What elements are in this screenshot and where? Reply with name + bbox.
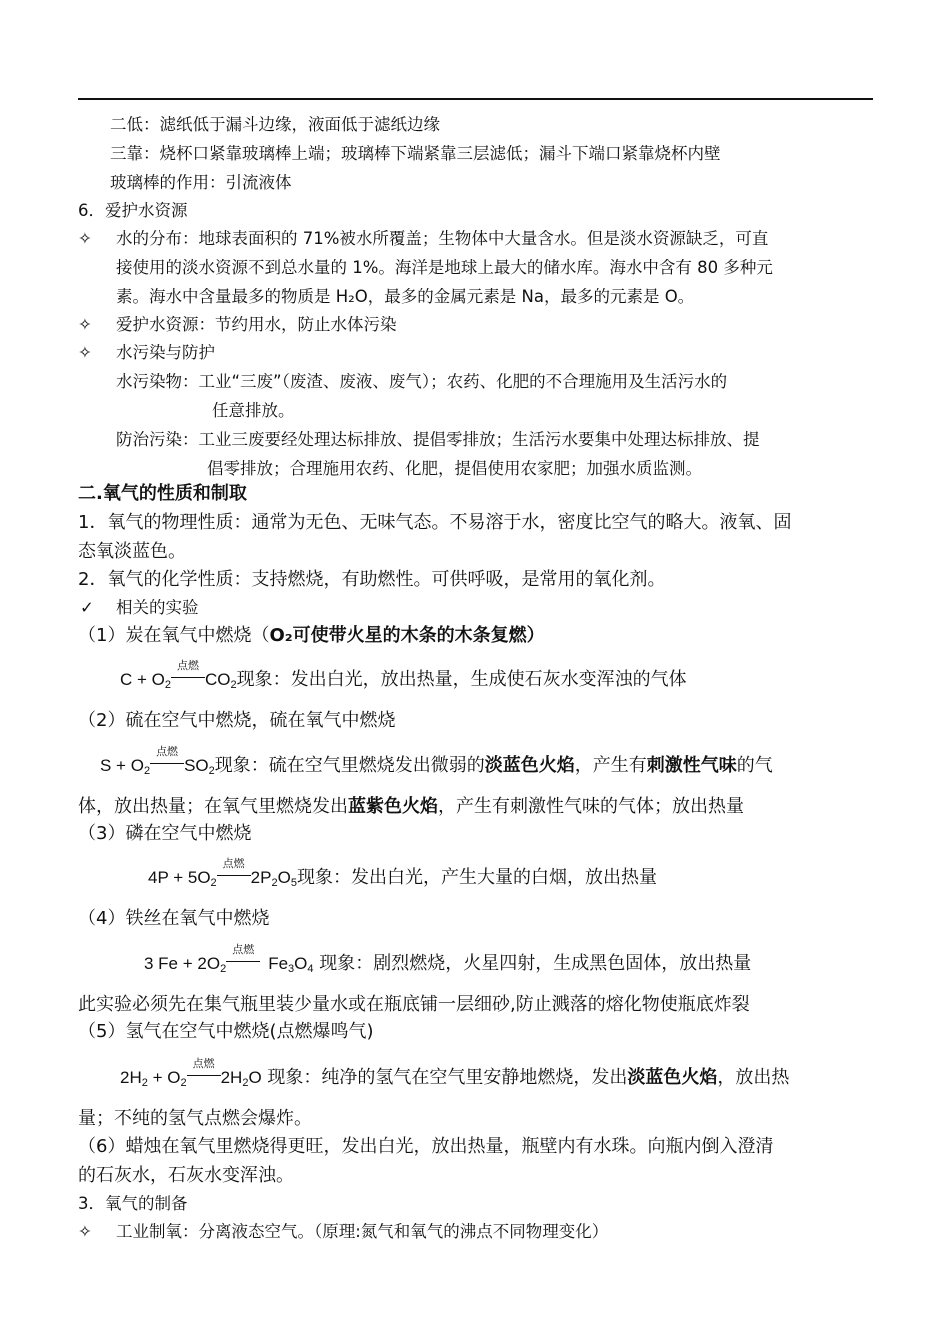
text-line: 态氧淡蓝色。 — [78, 541, 186, 562]
text-line: 工业制氧：分离液态空气。（原理:氮气和氧气的沸点不同物理变化） — [116, 1222, 609, 1241]
reaction-arrow: 点燃 — [171, 675, 205, 685]
diamond-bullet-icon: ✧ — [78, 229, 92, 248]
header-rule — [78, 98, 873, 100]
section-title: 二.氧气的性质和制取 — [78, 483, 247, 504]
text-line: 玻璃棒的作用：引流液体 — [110, 173, 292, 192]
equation-hydrogen: $2H_2 + O_2$ 点燃 $2H_2O$ 现象：纯净的氢气在空气里安静地燃烧，发出淡蓝色火焰，放出热 — [120, 1057, 790, 1089]
text-line: 三靠：烧杯口紧靠玻璃棒上端；玻璃棒下端紧靠三层滤低；漏斗下端口紧靠烧杯内壁 — [110, 144, 721, 163]
text-line: 爱护水资源：节约用水，防止水体污染 — [116, 315, 397, 334]
reaction-arrow: 点燃 — [226, 959, 260, 969]
diamond-bullet-icon: ✧ — [78, 343, 92, 362]
text-line: 二低：滤纸低于漏斗边缘，液面低于滤纸边缘 — [110, 115, 440, 134]
text-line: 水污染物：工业“三废”（废渣、废液、废气）；农药、化肥的不合理施用及生活污水的 — [116, 372, 728, 391]
section-heading: 3．氧气的制备 — [78, 1194, 188, 1213]
text-line: 水的分布：地球表面积的 71%被水所覆盖；生物体中大量含水。但是淡水资源缺乏，可直 — [116, 229, 769, 248]
reaction-arrow: 点燃 — [150, 761, 184, 771]
text-line: （6）蜡烛在氧气里燃烧得更旺，发出白光，放出热量，瓶壁内有水珠。向瓶内倒入澄清 — [78, 1136, 774, 1157]
equation-phosphorus: $4P + 5O_2$ 点燃 $2P_2O_5$现象：发出白光，产生大量的白烟，放出热量 — [148, 857, 657, 889]
text-line: 1．氧气的物理性质：通常为无色、无味气态。不易溶于水，密度比空气的略大。液氧、固 — [78, 512, 792, 533]
text-line: 体，放出热量；在氧气里燃烧发出蓝紫色火焰，产生有刺激性气味的气体；放出热量 — [78, 796, 744, 817]
text-line: 的石灰水，石灰水变浑浊。 — [78, 1165, 294, 1186]
section-heading: 6．爱护水资源 — [78, 201, 188, 220]
diamond-bullet-icon: ✧ — [78, 315, 92, 334]
check-bullet-icon: ✓ — [80, 598, 94, 617]
experiment-title: （4）铁丝在氧气中燃烧 — [78, 908, 270, 929]
reaction-arrow: 点燃 — [187, 1073, 221, 1083]
equation-iron: 3 $Fe + 2O_2$ 点燃 $Fe_3O_4$ 现象：剧烈燃烧，火星四射，生成黑色固体，放出热量 — [144, 943, 752, 975]
text-line: 水污染与防护 — [116, 343, 215, 362]
experiment-title: （3）磷在空气中燃烧 — [78, 823, 252, 844]
text-line: 素。海水中含量最多的物质是 H₂O，最多的金属元素是 Na，最多的元素是 O。 — [116, 287, 695, 306]
text-line: 倡零排放；合理施用农药、化肥，提倡使用农家肥；加强水质监测。 — [207, 459, 702, 478]
experiment-note: O₂可使带火星的木条的木条复燃） — [269, 625, 545, 646]
text-line: 任意排放。 — [212, 401, 295, 420]
experiment-title: （5）氢气在空气中燃烧(点燃爆鸣气) — [78, 1021, 374, 1042]
experiment-title-text: （1）炭在氧气中燃烧（ — [78, 625, 270, 646]
equation-sulfur: $S + O_2$ 点燃 $SO_2$现象：硫在空气里燃烧发出微弱的淡蓝色火焰，产生有刺激性气味的气 — [100, 745, 773, 777]
reaction-arrow: 点燃 — [217, 873, 251, 883]
experiment-title: （2）硫在空气中燃烧，硫在氧气中燃烧 — [78, 710, 396, 731]
text-line: 相关的实验 — [116, 598, 199, 617]
text-line: 2．氧气的化学性质：支持燃烧，有助燃性。可供呼吸，是常用的氧化剂。 — [78, 569, 666, 590]
experiment-title — [78, 624, 545, 648]
equation-carbon: $C + O_2$ 点燃 $CO_2$现象：发出白光，放出热量，生成使石灰水变浑浊的气体 — [120, 659, 687, 691]
text-line: 接使用的淡水资源不到总水量的 1%。海洋是地球上最大的储水库。海水中含有 80 多种元 — [116, 258, 773, 277]
text-line: 此实验必须先在集气瓶里装少量水或在瓶底铺一层细砂,防止溅落的熔化物使瓶底炸裂 — [78, 994, 750, 1015]
text-line: 量；不纯的氢气点燃会爆炸。 — [78, 1108, 312, 1129]
text-line: 防治污染：工业三废要经处理达标排放、提倡零排放；生活污水要集中处理达标排放、提 — [116, 430, 760, 449]
diamond-bullet-icon: ✧ — [78, 1222, 92, 1241]
